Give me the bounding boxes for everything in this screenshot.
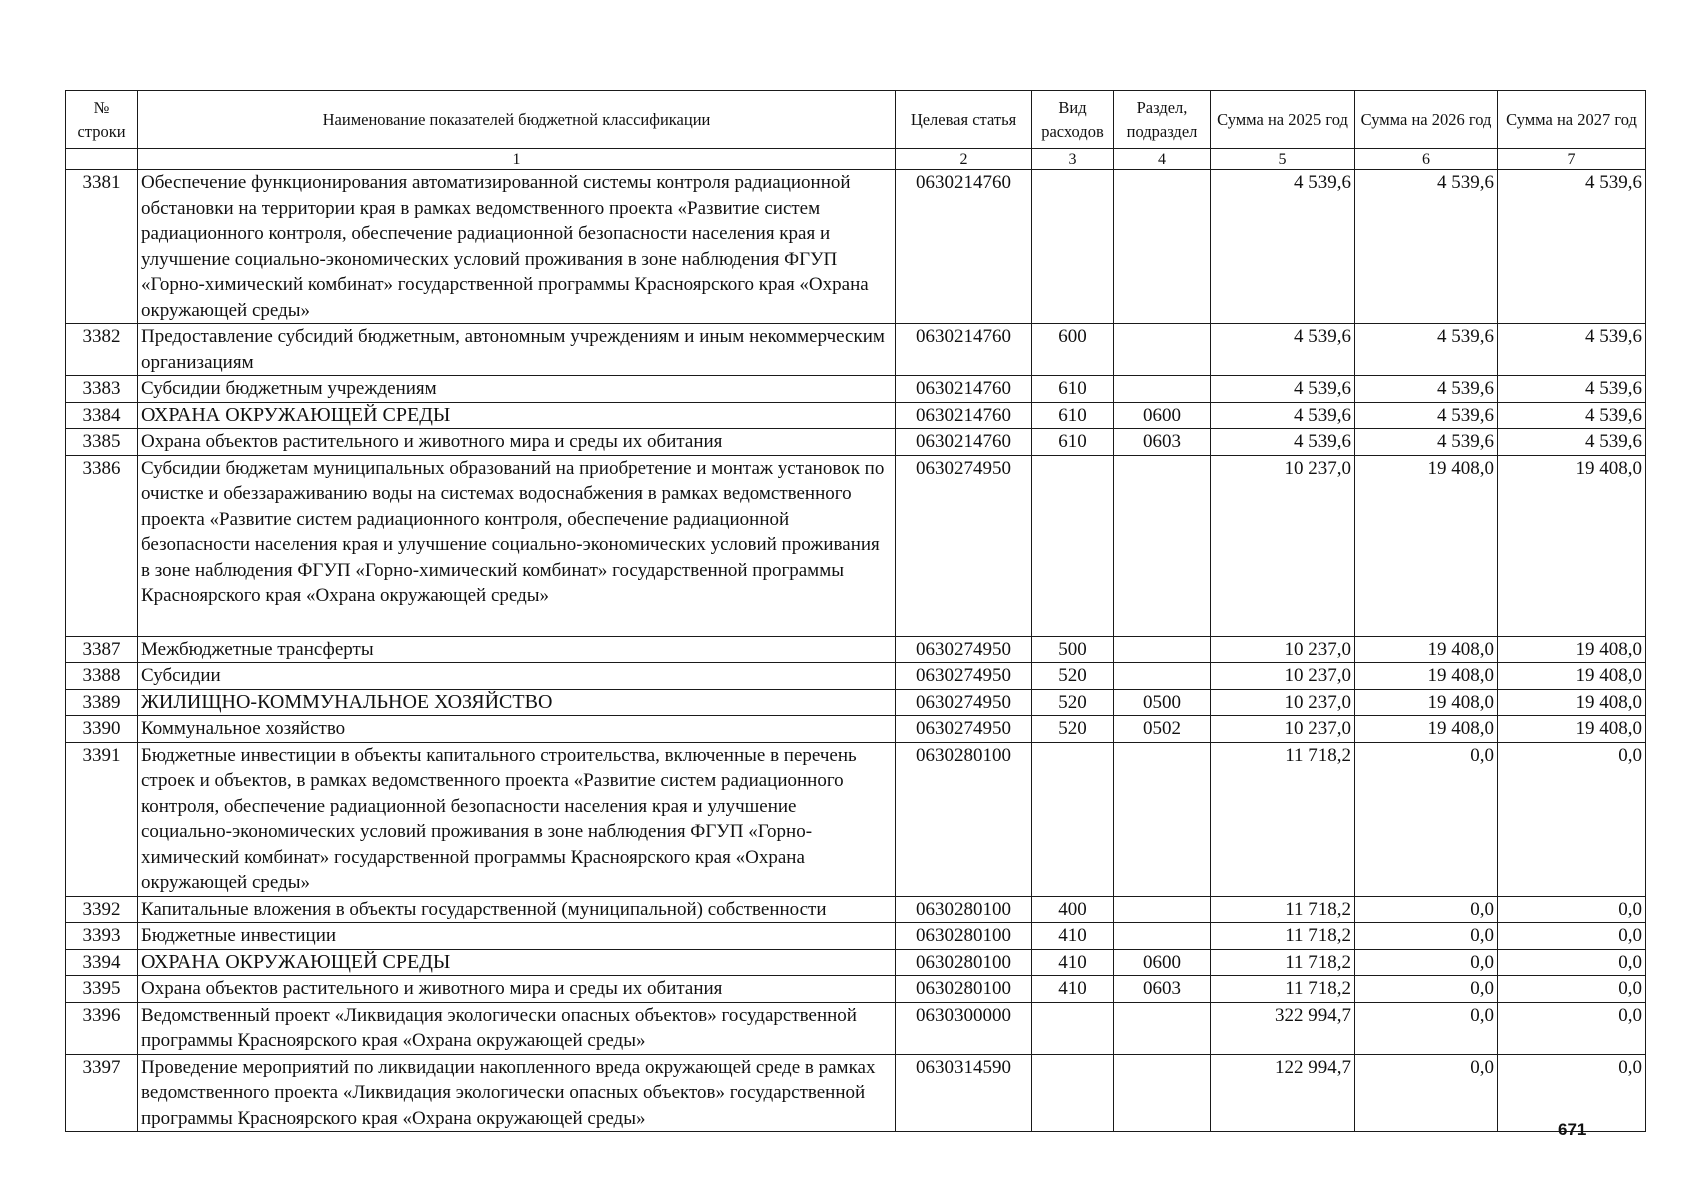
row-number-cell: 3382 [66, 324, 138, 376]
expense-type-cell: 610 [1032, 429, 1114, 456]
sum-2027-cell: 4 539,6 [1498, 402, 1646, 429]
header-indicator-name: Наименование показателей бюджетной классификации [138, 91, 896, 149]
indicator-name-cell: Ведомственный проект «Ликвидация экологически опасных объектов» государственной программы Красноярского края «Охрана окружающей среды» [138, 1002, 896, 1054]
sum-2026-cell: 0,0 [1355, 923, 1498, 950]
target-article-cell: 0630280100 [896, 949, 1032, 976]
expense-type-cell: 410 [1032, 949, 1114, 976]
sum-2027-cell: 0,0 [1498, 949, 1646, 976]
column-number: 4 [1114, 149, 1211, 170]
sum-2026-cell: 0,0 [1355, 976, 1498, 1003]
expense-type-cell: 400 [1032, 896, 1114, 923]
header-expense-type: Вид расходов [1032, 91, 1114, 149]
section-cell: 0500 [1114, 689, 1211, 716]
expense-type-cell: 520 [1032, 689, 1114, 716]
table-row [66, 716, 1646, 743]
sum-2027-cell: 0,0 [1498, 1054, 1646, 1132]
row-number-cell: 3390 [66, 716, 138, 743]
table-row [66, 324, 1646, 376]
sum-2026-cell: 0,0 [1355, 742, 1498, 896]
row-number-cell: 3383 [66, 376, 138, 403]
target-article-cell: 0630214760 [896, 402, 1032, 429]
expense-type-cell: 520 [1032, 663, 1114, 690]
row-number-cell: 3388 [66, 663, 138, 690]
indicator-name-cell: Капитальные вложения в объекты государственной (муниципальной) собственности [138, 896, 896, 923]
section-cell: 0600 [1114, 949, 1211, 976]
target-article-cell: 0630274950 [896, 455, 1032, 636]
table-header [66, 91, 1646, 170]
sum-2025-cell: 10 237,0 [1211, 663, 1355, 690]
row-number-cell: 3392 [66, 896, 138, 923]
sum-2026-cell: 4 539,6 [1355, 170, 1498, 324]
indicator-name-cell: Обеспечение функционирования автоматизированной системы контроля радиационной обстановки на территории края в рамках ведомственного проекта «Развитие систем радиационного контроля, обеспечение радиационной безопасности населения края и улучшение социально-экономических условий проживания в зоне наблюдения ФГУП «Горно-химический комбинат» государственной программы Красноярского края «Охрана окружающей среды» [138, 170, 896, 324]
table-row [66, 455, 1646, 636]
sum-2025-cell: 4 539,6 [1211, 429, 1355, 456]
sum-2025-cell: 11 718,2 [1211, 896, 1355, 923]
table-row [66, 170, 1646, 324]
section-cell [1114, 896, 1211, 923]
row-number-cell: 3384 [66, 402, 138, 429]
sum-2026-cell: 0,0 [1355, 1054, 1498, 1132]
expense-type-cell: 600 [1032, 324, 1114, 376]
row-number-cell: 3385 [66, 429, 138, 456]
sum-2025-cell: 10 237,0 [1211, 689, 1355, 716]
expense-type-cell: 520 [1032, 716, 1114, 743]
row-number-cell: 3381 [66, 170, 138, 324]
indicator-name-cell: ОХРАНА ОКРУЖАЮЩЕЙ СРЕДЫ [138, 949, 896, 976]
target-article-cell: 0630300000 [896, 1002, 1032, 1054]
row-number-cell: 3391 [66, 742, 138, 896]
sum-2027-cell: 19 408,0 [1498, 716, 1646, 743]
column-number: 5 [1211, 149, 1355, 170]
expense-type-cell: 500 [1032, 636, 1114, 663]
section-cell [1114, 376, 1211, 403]
section-cell [1114, 663, 1211, 690]
column-number: 6 [1355, 149, 1498, 170]
sum-2025-cell: 11 718,2 [1211, 742, 1355, 896]
sum-2025-cell: 4 539,6 [1211, 324, 1355, 376]
table-row [66, 896, 1646, 923]
sum-2026-cell: 19 408,0 [1355, 716, 1498, 743]
row-number-cell: 3389 [66, 689, 138, 716]
target-article-cell: 0630274950 [896, 689, 1032, 716]
table-row [66, 636, 1646, 663]
table-row [66, 689, 1646, 716]
table-row [66, 376, 1646, 403]
sum-2027-cell: 19 408,0 [1498, 663, 1646, 690]
section-cell [1114, 636, 1211, 663]
section-cell: 0603 [1114, 429, 1211, 456]
sum-2027-cell: 0,0 [1498, 976, 1646, 1003]
table-row [66, 923, 1646, 950]
table-row [66, 742, 1646, 896]
indicator-name-cell: Проведение мероприятий по ликвидации накопленного вреда окружающей среде в рамках ведомственного проекта «Ликвидация экологически опасных объектов» государственной программы Красноярского края «Охрана окружающей среды» [138, 1054, 896, 1132]
row-number-cell: 3397 [66, 1054, 138, 1132]
indicator-name-cell: Субсидии бюджетам муниципальных образований на приобретение и монтаж установок по очистке и обеззараживанию воды на системах водоснабжения в рамках ведомственного проекта «Развитие систем радиационного контроля, обеспечение радиационной безопасности населения края и улучшение социально-экономических условий проживания в зоне наблюдения ФГУП «Горно-химический комбинат» государственной программы Красноярского края «Охрана окружающей среды» [138, 455, 896, 636]
section-cell [1114, 1054, 1211, 1132]
table-body [66, 170, 1646, 1132]
header-sum-2025: Сумма на 2025 год [1211, 91, 1355, 149]
expense-type-cell [1032, 742, 1114, 896]
table-row [66, 429, 1646, 456]
row-number-cell: 3396 [66, 1002, 138, 1054]
sum-2026-cell: 0,0 [1355, 949, 1498, 976]
indicator-name-cell: Межбюджетные трансферты [138, 636, 896, 663]
header-row [66, 91, 1646, 149]
column-number-empty [66, 149, 138, 170]
header-row-number: № строки [66, 91, 138, 149]
sum-2025-cell: 10 237,0 [1211, 636, 1355, 663]
sum-2026-cell: 19 408,0 [1355, 689, 1498, 716]
indicator-name-cell: Охрана объектов растительного и животного мира и среды их обитания [138, 976, 896, 1003]
sum-2026-cell: 0,0 [1355, 896, 1498, 923]
sum-2026-cell: 0,0 [1355, 1002, 1498, 1054]
sum-2025-cell: 4 539,6 [1211, 170, 1355, 324]
target-article-cell: 0630214760 [896, 170, 1032, 324]
target-article-cell: 0630280100 [896, 976, 1032, 1003]
sum-2027-cell: 0,0 [1498, 923, 1646, 950]
sum-2025-cell: 322 994,7 [1211, 1002, 1355, 1054]
expense-type-cell: 410 [1032, 976, 1114, 1003]
indicator-name-cell: Охрана объектов растительного и животного мира и среды их обитания [138, 429, 896, 456]
header-sum-2026: Сумма на 2026 год [1355, 91, 1498, 149]
indicator-name-cell: Субсидии [138, 663, 896, 690]
page-number: 671 [1558, 1120, 1587, 1139]
indicator-name-cell: Бюджетные инвестиции [138, 923, 896, 950]
table-row [66, 1002, 1646, 1054]
expense-type-cell: 610 [1032, 402, 1114, 429]
target-article-cell: 0630274950 [896, 636, 1032, 663]
indicator-name-cell: ОХРАНА ОКРУЖАЮЩЕЙ СРЕДЫ [138, 402, 896, 429]
indicator-name-cell: Субсидии бюджетным учреждениям [138, 376, 896, 403]
sum-2026-cell: 4 539,6 [1355, 324, 1498, 376]
section-cell [1114, 923, 1211, 950]
sum-2027-cell: 0,0 [1498, 1002, 1646, 1054]
section-cell [1114, 324, 1211, 376]
sum-2027-cell: 19 408,0 [1498, 455, 1646, 636]
sum-2025-cell: 10 237,0 [1211, 716, 1355, 743]
row-number-cell: 3393 [66, 923, 138, 950]
row-number-cell: 3395 [66, 976, 138, 1003]
table-row [66, 976, 1646, 1003]
target-article-cell: 0630274950 [896, 716, 1032, 743]
sum-2025-cell: 4 539,6 [1211, 402, 1355, 429]
sum-2025-cell: 4 539,6 [1211, 376, 1355, 403]
section-cell [1114, 170, 1211, 324]
sum-2027-cell: 19 408,0 [1498, 689, 1646, 716]
table-row [66, 1054, 1646, 1132]
table-row [66, 663, 1646, 690]
indicator-name-cell: Бюджетные инвестиции в объекты капитального строительства, включенные в перечень строек и объектов, в рамках ведомственного проекта «Развитие систем радиационного контроля, обеспечение радиационной безопасности населения края и улучшение социально-экономических условий проживания в зоне наблюдения ФГУП «Горно-химический комбинат» государственной программы Красноярского края «Охрана окружающей среды» [138, 742, 896, 896]
indicator-name-cell: Предоставление субсидий бюджетным, автономным учреждениям и иным некоммерческим организациям [138, 324, 896, 376]
indicator-name-cell: ЖИЛИЩНО-КОММУНАЛЬНОЕ ХОЗЯЙСТВО [138, 689, 896, 716]
sum-2025-cell: 10 237,0 [1211, 455, 1355, 636]
sum-2026-cell: 19 408,0 [1355, 663, 1498, 690]
budget-table [65, 90, 1646, 1132]
sum-2027-cell: 4 539,6 [1498, 170, 1646, 324]
sum-2026-cell: 4 539,6 [1355, 429, 1498, 456]
column-number: 7 [1498, 149, 1646, 170]
target-article-cell: 0630280100 [896, 896, 1032, 923]
sum-2026-cell: 19 408,0 [1355, 636, 1498, 663]
expense-type-cell: 410 [1032, 923, 1114, 950]
sum-2025-cell: 11 718,2 [1211, 923, 1355, 950]
header-section: Раздел, подраздел [1114, 91, 1211, 149]
sum-2027-cell: 0,0 [1498, 896, 1646, 923]
target-article-cell: 0630214760 [896, 429, 1032, 456]
sum-2027-cell: 19 408,0 [1498, 636, 1646, 663]
row-number-cell: 3386 [66, 455, 138, 636]
sum-2027-cell: 0,0 [1498, 742, 1646, 896]
table-row [66, 949, 1646, 976]
header-target-article: Целевая статья [896, 91, 1032, 149]
indicator-name-cell: Коммунальное хозяйство [138, 716, 896, 743]
target-article-cell: 0630280100 [896, 742, 1032, 896]
section-cell [1114, 455, 1211, 636]
expense-type-cell: 610 [1032, 376, 1114, 403]
table-row [66, 402, 1646, 429]
sum-2025-cell: 11 718,2 [1211, 976, 1355, 1003]
section-cell: 0600 [1114, 402, 1211, 429]
target-article-cell: 0630314590 [896, 1054, 1032, 1132]
sum-2027-cell: 4 539,6 [1498, 429, 1646, 456]
sum-2025-cell: 122 994,7 [1211, 1054, 1355, 1132]
column-number: 1 [138, 149, 896, 170]
expense-type-cell [1032, 170, 1114, 324]
target-article-cell: 0630280100 [896, 923, 1032, 950]
sum-2026-cell: 4 539,6 [1355, 376, 1498, 403]
section-cell: 0603 [1114, 976, 1211, 1003]
row-number-cell: 3394 [66, 949, 138, 976]
target-article-cell: 0630214760 [896, 376, 1032, 403]
section-cell [1114, 1002, 1211, 1054]
sum-2026-cell: 19 408,0 [1355, 455, 1498, 636]
target-article-cell: 0630274950 [896, 663, 1032, 690]
section-cell [1114, 742, 1211, 896]
sum-2026-cell: 4 539,6 [1355, 402, 1498, 429]
sum-2025-cell: 11 718,2 [1211, 949, 1355, 976]
expense-type-cell [1032, 1054, 1114, 1132]
section-cell: 0502 [1114, 716, 1211, 743]
target-article-cell: 0630214760 [896, 324, 1032, 376]
expense-type-cell [1032, 1002, 1114, 1054]
column-number: 2 [896, 149, 1032, 170]
sum-2027-cell: 4 539,6 [1498, 376, 1646, 403]
header-sum-2027: Сумма на 2027 год [1498, 91, 1646, 149]
row-number-cell: 3387 [66, 636, 138, 663]
column-number-row [66, 149, 1646, 170]
expense-type-cell [1032, 455, 1114, 636]
column-number: 3 [1032, 149, 1114, 170]
sum-2027-cell: 4 539,6 [1498, 324, 1646, 376]
